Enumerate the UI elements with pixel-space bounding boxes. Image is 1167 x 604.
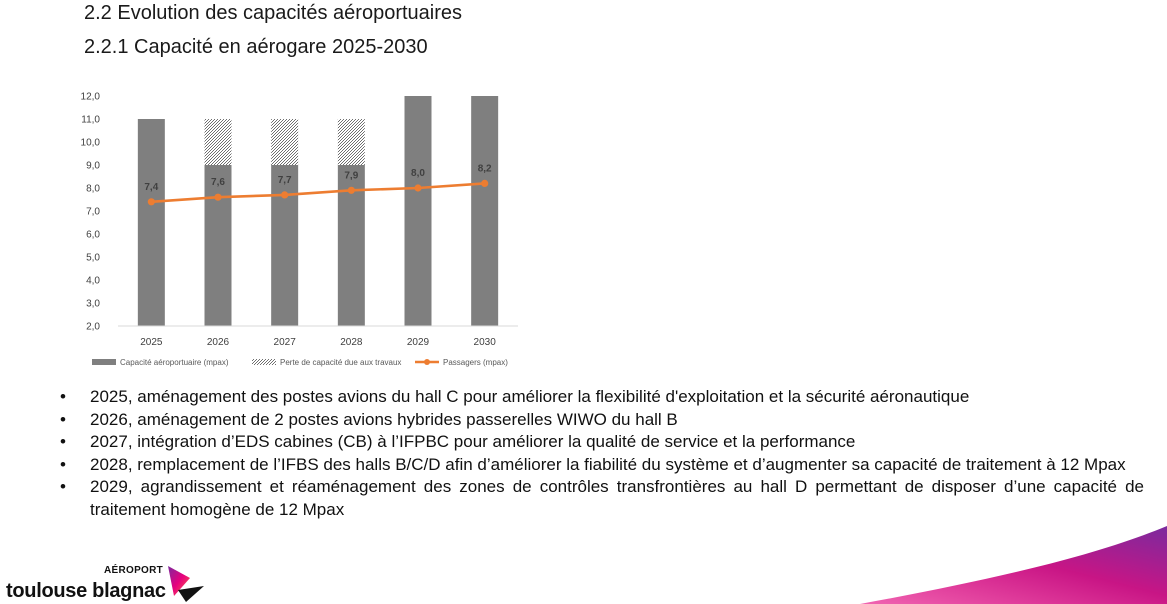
y-tick-label: 8,0 [86, 183, 100, 195]
data-label: 7,7 [277, 174, 292, 186]
x-tick-label: 2029 [406, 337, 430, 348]
logo-mark-icon [164, 560, 214, 604]
legend-swatch-capacity [92, 359, 116, 365]
data-label: 7,9 [344, 170, 359, 182]
y-tick-label: 3,0 [86, 298, 100, 310]
capacity-bar [205, 165, 232, 326]
bullet-item: • 2029, agrandissement et réaménagement des zones de contrôles transfrontières au hall D permettant de disposer d’une capacité de traitement homogène de 12 Mpax [60, 476, 1144, 521]
legend-swatch-loss [252, 359, 276, 365]
capacity-bar [405, 96, 432, 326]
y-tick-label: 9,0 [86, 160, 100, 172]
bullet-list [60, 386, 1144, 522]
y-axis [81, 92, 101, 333]
subsection-title: 2.2.1 Capacité en aérogare 2025-2030 [84, 36, 428, 58]
y-tick-label: 2,0 [86, 321, 100, 333]
y-tick-label: 6,0 [86, 229, 100, 241]
capacity-chart [70, 86, 530, 376]
data-label: 7,4 [144, 181, 159, 193]
passengers-point [281, 191, 288, 198]
logo-wordmark: toulouse blagnac [6, 580, 166, 602]
passengers-line [148, 180, 489, 206]
x-tick-label: 2027 [273, 337, 296, 348]
bullet-item: • 2027, intégration d’EDS cabines (CB) à l’IFPBC pour améliorer la qualité de service et la performance [60, 431, 1144, 454]
pink-purple-swoosh-icon [860, 520, 1167, 604]
legend-label-loss: Perte de capacité due aux travaux [280, 358, 402, 367]
data-label: 8,0 [411, 168, 425, 179]
capacity-loss-bar [205, 119, 232, 165]
bars [138, 96, 498, 326]
capacity-loss-bar [338, 119, 365, 165]
data-label: 8,2 [477, 163, 492, 175]
bullet-item: • 2025, aménagement des postes avions du hall C pour améliorer la flexibilité d'exploitation et la sécurité aéronautique [60, 386, 1144, 409]
x-tick-label: 2028 [340, 337, 363, 348]
x-tick-label: 2025 [140, 337, 163, 348]
bullet-item: • 2028, remplacement de l’IFBS des halls B/C/D afin d’améliorer la fiabilité du système et d’augmenter sa capacité de traitement à 12 Mpax [60, 454, 1144, 477]
y-tick-label: 5,0 [86, 252, 100, 264]
section-title: 2.2 Evolution des capacités aéroportuaires [84, 2, 463, 24]
x-tick-label: 2026 [206, 337, 230, 348]
capacity-bar [138, 119, 165, 326]
passengers-point [348, 187, 355, 194]
y-tick-label: 10,0 [80, 137, 100, 149]
y-tick-label: 12,0 [80, 91, 100, 103]
y-tick-label: 7,0 [86, 206, 100, 218]
passengers-point [148, 198, 155, 205]
data-label: 7,6 [211, 177, 225, 189]
capacity-loss-bar [271, 119, 298, 165]
legend-label-capacity: Capacité aéroportuaire (mpax) [120, 358, 229, 367]
y-tick-label: 11,0 [81, 114, 100, 126]
y-tick-label: 4,0 [86, 275, 100, 287]
x-tick-label: 2030 [473, 337, 496, 348]
capacity-bar [471, 96, 498, 326]
legend [92, 358, 508, 367]
logo [6, 560, 216, 604]
capacity-bar [271, 165, 298, 326]
data-labels [144, 163, 492, 192]
passengers-point [414, 184, 421, 191]
legend-label-passengers: Passagers (mpax) [443, 358, 508, 367]
passengers-point [214, 194, 221, 201]
passengers-line-path [151, 183, 484, 201]
bullet-item: • 2026, aménagement de 2 postes avions hybrides passerelles WIWO du hall B [60, 409, 1144, 432]
passengers-point [481, 180, 488, 187]
logo-airport-label: AÉROPORT [104, 565, 164, 576]
legend-swatch-passengers-dot [424, 359, 430, 365]
x-axis [140, 337, 496, 348]
